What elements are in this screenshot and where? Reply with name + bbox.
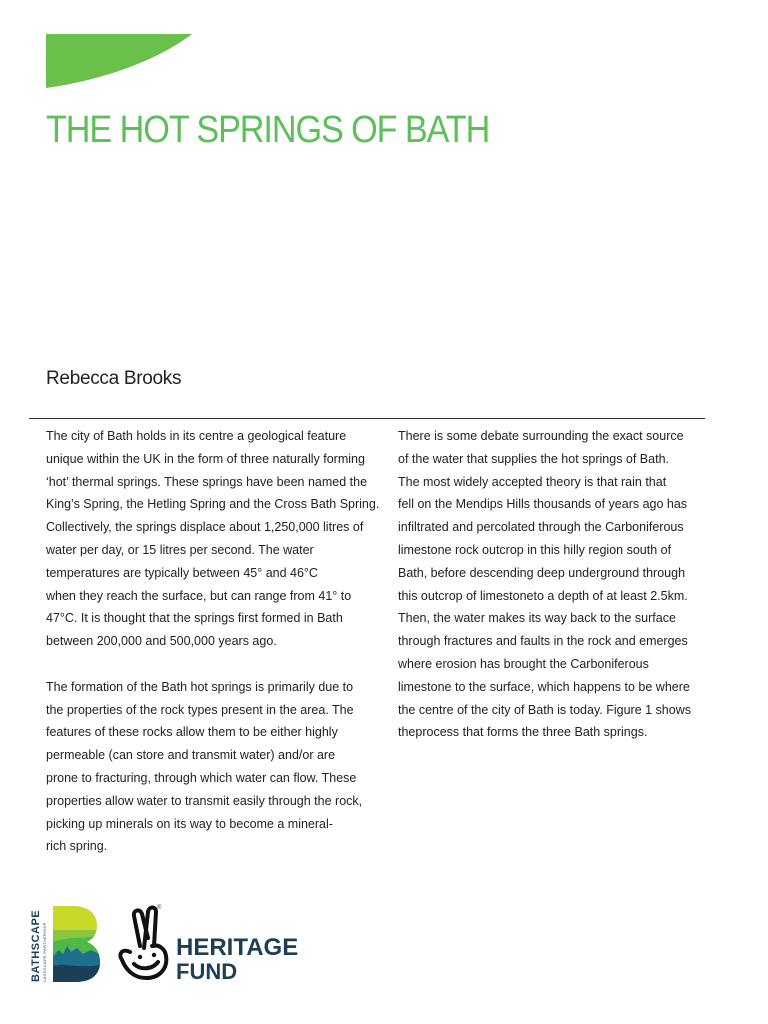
document-title: THE HOT SPRINGS OF BATH: [46, 109, 490, 151]
text-line: the centre of the city of Bath is today. Figure 1 shows: [398, 702, 691, 717]
paragraph: [46, 676, 391, 858]
text-line: theprocess that forms the three Bath springs.: [398, 725, 648, 740]
bathscape-wordmark: [30, 910, 47, 982]
author-name: Rebecca Brooks: [46, 368, 182, 389]
bathscape-tagline: LANDSCAPE PARTNERSHIP: [42, 922, 47, 982]
text-line: the properties of the rock types present in the area. The: [46, 702, 354, 717]
text-line: this outcrop of limestoneto a depth of at least 2.5km.: [398, 588, 688, 603]
green-swoosh-decoration: [46, 34, 192, 88]
heritage-line: HERITAGE: [176, 934, 299, 961]
text-line: King’s Spring, the Hetling Spring and the Cross Bath Spring.: [46, 497, 380, 512]
text-line: unique within the UK in the form of three naturally forming: [46, 451, 365, 466]
text-line: fell on the Mendips Hills thousands of years ago has: [398, 497, 688, 512]
text-line: Collectively, the springs displace about 1,250,000 litres of: [46, 520, 364, 535]
text-line: between 200,000 and 500,000 years ago.: [46, 634, 277, 649]
text-line: Then, the water makes its way back to the surface: [398, 611, 676, 626]
text-line: when they reach the surface, but can range from 41° to: [46, 588, 352, 603]
text-line: The formation of the Bath hot springs is primarily due to: [46, 679, 354, 694]
left-column: [46, 425, 391, 881]
text-line: temperatures are typically between 45° and 46°C: [46, 565, 318, 580]
paragraph: [398, 425, 708, 744]
registered-mark: ®: [157, 905, 162, 911]
text-line: permeable (can store and transmit water) and/or are: [46, 748, 336, 763]
text-line: of the water that supplies the hot springs of Bath.: [398, 451, 669, 466]
text-line: infiltrated and percolated through the Carboniferous: [398, 520, 684, 535]
fund-line: FUND: [176, 959, 238, 984]
text-line: limestone to the surface, which happens to be where: [398, 679, 690, 694]
text-line: limestone rock outcrop in this hilly region south of: [398, 542, 672, 557]
header-divider: [29, 418, 705, 419]
bathscape-name: BATHSCAPE: [30, 909, 42, 982]
text-line: picking up minerals on its way to become a mineral-: [46, 816, 333, 831]
text-line: prone to fracturing, through which water can flow. These: [46, 770, 357, 785]
text-line: 47°C. It is thought that the springs first formed in Bath: [46, 611, 343, 626]
text-line: rich spring.: [46, 839, 108, 854]
text-line: The city of Bath holds in its centre a geological feature: [46, 429, 347, 443]
crossed-fingers-icon: [112, 902, 176, 986]
text-line: features of these rocks allow them to be either highly: [46, 725, 338, 740]
text-line: There is some debate surrounding the exact source: [398, 429, 684, 443]
text-line: water per day, or 15 litres per second. The water: [46, 542, 314, 557]
text-line: Bath, before descending deep underground through: [398, 565, 686, 580]
text-line: where erosion has brought the Carboniferous: [398, 656, 649, 671]
text-line: properties allow water to transmit easily through the rock,: [46, 793, 363, 808]
heritage-fund-wordmark: [176, 936, 298, 984]
right-column: [398, 425, 708, 767]
text-line: through fractures and faults in the rock and emerges: [398, 634, 688, 649]
paragraph: [46, 425, 391, 653]
text-line: The most widely accepted theory is that rain that: [398, 474, 667, 489]
text-line: ‘hot’ thermal springs. These springs have been named the: [46, 474, 368, 489]
